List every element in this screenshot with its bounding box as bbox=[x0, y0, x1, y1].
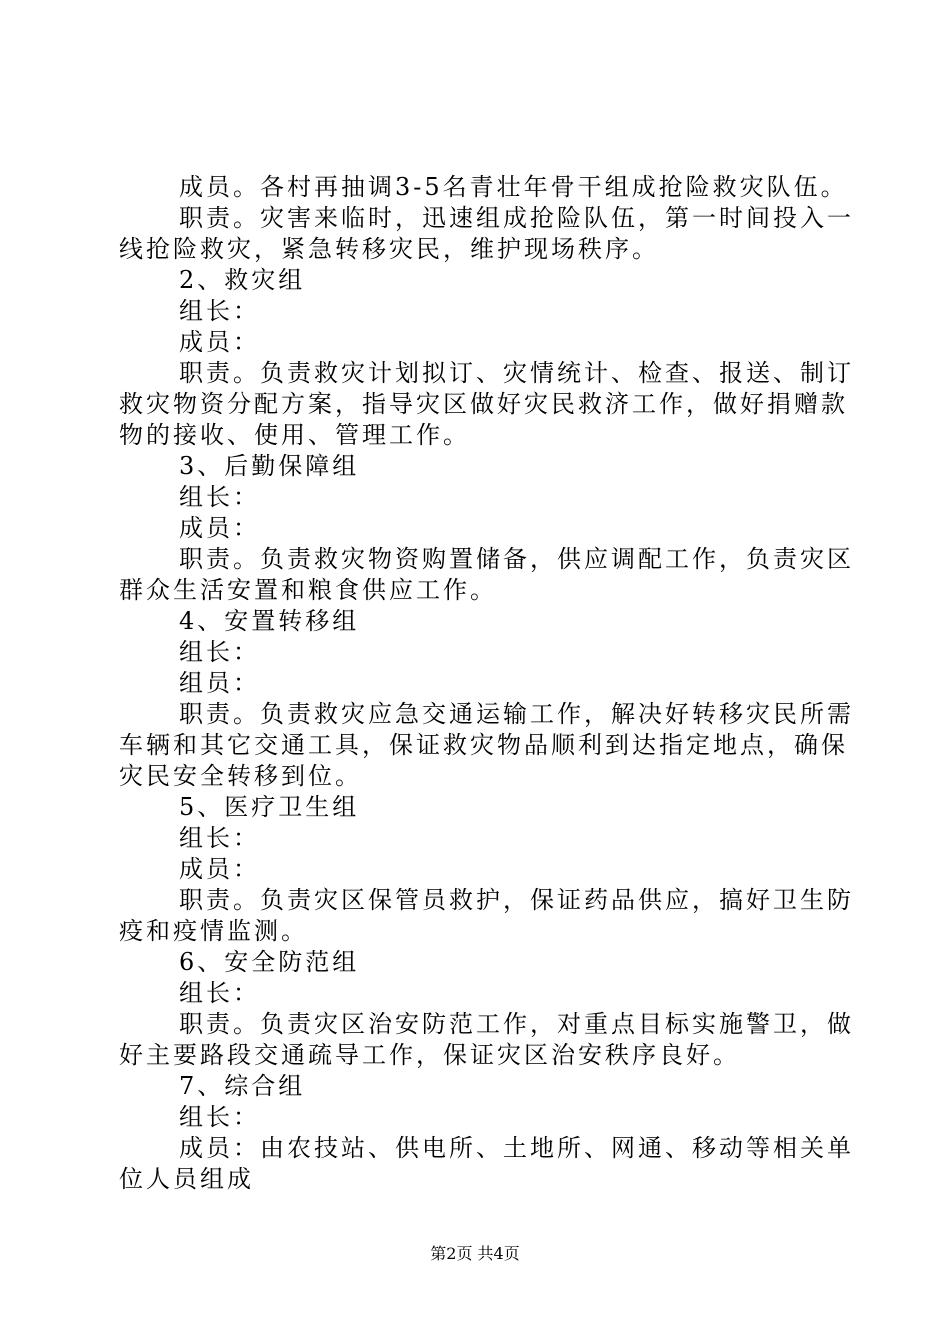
text-line: 成员： bbox=[179, 328, 260, 356]
text-line: 3、后勤保障组 bbox=[179, 452, 360, 480]
text-line: 5、医疗卫生组 bbox=[179, 793, 360, 821]
text-line: 组长： bbox=[179, 824, 260, 852]
text-line: 成员。各村再抽调3-5名青壮年骨干组成抢险救灾队伍。 bbox=[179, 173, 848, 201]
document-body bbox=[119, 172, 854, 1195]
text-line: 群众生活安置和粮食供应工作。 bbox=[119, 576, 497, 604]
text-line: 疫和疫情监测。 bbox=[119, 917, 308, 945]
text-line: 职责。负责救灾应急交通运输工作，解决好转移灾民所需 bbox=[179, 700, 854, 728]
text-line: 职责。灾害来临时，迅速组成抢险队伍，第一时间投入一 bbox=[179, 204, 854, 232]
text-line: 职责。负责灾区保管员救护，保证药品供应，搞好卫生防 bbox=[179, 886, 854, 914]
text-line: 职责。负责灾区治安防范工作，对重点目标实施警卫，做 bbox=[179, 1010, 854, 1038]
text-line: 好主要路段交通疏导工作，保证灾区治安秩序良好。 bbox=[119, 1041, 740, 1069]
text-line: 6、安全防范组 bbox=[179, 948, 360, 976]
text-line: 组员： bbox=[179, 669, 260, 697]
text-line: 4、安置转移组 bbox=[179, 607, 360, 635]
text-line: 2、救灾组 bbox=[179, 266, 306, 294]
text-line: 成员：由农技站、供电所、土地所、网通、移动等相关单 bbox=[179, 1134, 854, 1162]
text-line: 组长： bbox=[179, 297, 260, 325]
page-footer: 第2页 共4页 bbox=[430, 1244, 520, 1263]
text-line: 线抢险救灾，紧急转移灾民，维护现场秩序。 bbox=[119, 235, 659, 263]
text-line: 组长： bbox=[179, 1103, 260, 1131]
text-line: 位人员组成 bbox=[119, 1165, 254, 1193]
text-line: 组长： bbox=[179, 979, 260, 1007]
text-line: 物的接收、使用、管理工作。 bbox=[119, 421, 470, 449]
text-line: 成员： bbox=[179, 514, 260, 542]
text-line: 灾民安全转移到位。 bbox=[119, 762, 362, 790]
text-line: 车辆和其它交通工具，保证救灾物品顺利到达指定地点，确保 bbox=[119, 731, 848, 759]
text-line: 职责。负责救灾计划拟订、灾情统计、检查、报送、制订 bbox=[179, 359, 854, 387]
text-line: 7、综合组 bbox=[179, 1072, 306, 1100]
text-line: 职责。负责救灾物资购置储备，供应调配工作，负责灾区 bbox=[179, 545, 854, 573]
text-line: 救灾物资分配方案，指导灾区做好灾民救济工作，做好捐赠款 bbox=[119, 390, 848, 418]
text-line: 组长： bbox=[179, 638, 260, 666]
text-line: 组长： bbox=[179, 483, 260, 511]
text-line: 成员： bbox=[179, 855, 260, 883]
